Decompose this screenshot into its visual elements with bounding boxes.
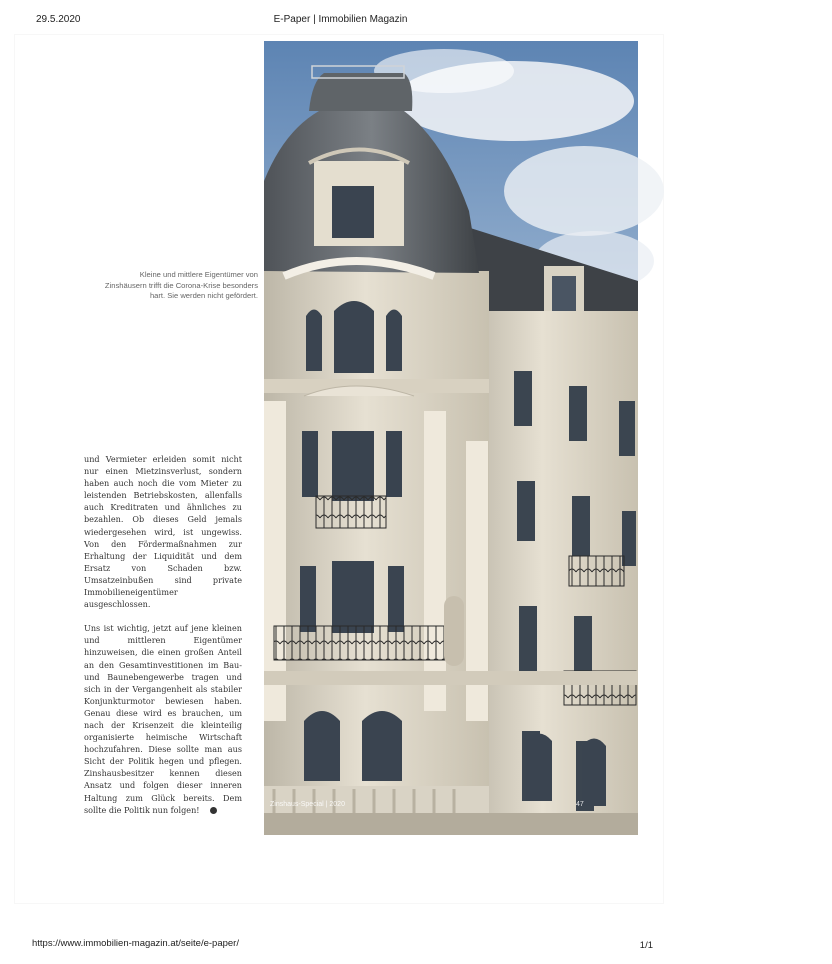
print-date: 29.5.2020 bbox=[36, 14, 81, 25]
magazine-page-number: 47 bbox=[576, 801, 584, 808]
author-separator: | bbox=[765, 120, 768, 132]
article-paragraph-1: und Vermieter erleiden somit nicht nur einen Mietzinsverlust, sondern haben auch noch die vom Mieter zu leistenden Betriebskosten, allenfalls auch Kreditraten und ähnliches zu bezahlen. Ob dieses Geld jemals wiedergesehen wird, ist ungewiss. Von den Fördermaßnahmen zur Erhaltung der Liquidität und dem Ersatz von Schaden bzw. Umsatzeinbußen sind private Immobilieneigentümer ausgeschlossen. bbox=[84, 454, 242, 610]
article-paragraph-2 bbox=[84, 622, 242, 816]
article-paragraph-2-text: Uns ist wichtig, jetzt auf jene kleinen und mittleren Eigentümer hinzuweisen, die einen großen Anteil an den Gesamtinvestitionen im Bau- und Baunebengewerbe tragen und sich in der Vergangenheit als stabiler Konjunkturmotor bewiesen haben. Genau diese wird es brauchen, um nach der Krisenzeit die kleinteilig organisierte heimische Wirtschaft hochzufahren. Diese sollte man aus Sicht der Politik hegen und pflegen. Zinshausbesitzer kennen diesen Ansatz und folgen dieser inneren Haltung zum Glück bereits. Dem sollte die Politik nun folgen! bbox=[84, 623, 242, 815]
column-label: Gastbeitrag bbox=[770, 120, 832, 132]
end-mark-icon bbox=[210, 807, 217, 814]
building-photo bbox=[264, 41, 832, 835]
author-name: Martin Prunbauer bbox=[677, 120, 762, 132]
image-caption: Kleine und mittlere Eigentümer von Zinshäusern trifft die Corona-Krise besonders hart. Sie werden nicht gefördert. bbox=[104, 270, 258, 300]
building-illustration bbox=[264, 41, 638, 835]
author-line bbox=[677, 120, 832, 132]
print-page-count: 1/1 bbox=[639, 940, 653, 951]
print-url: https://www.immobilien-magazin.at/seite/e-paper/ bbox=[32, 938, 239, 949]
article-body bbox=[84, 453, 242, 816]
print-header-title: E-Paper | Immobilien Magazin bbox=[273, 14, 408, 25]
magazine-footer-label: Zinshaus-Special | 2020 bbox=[270, 801, 345, 808]
